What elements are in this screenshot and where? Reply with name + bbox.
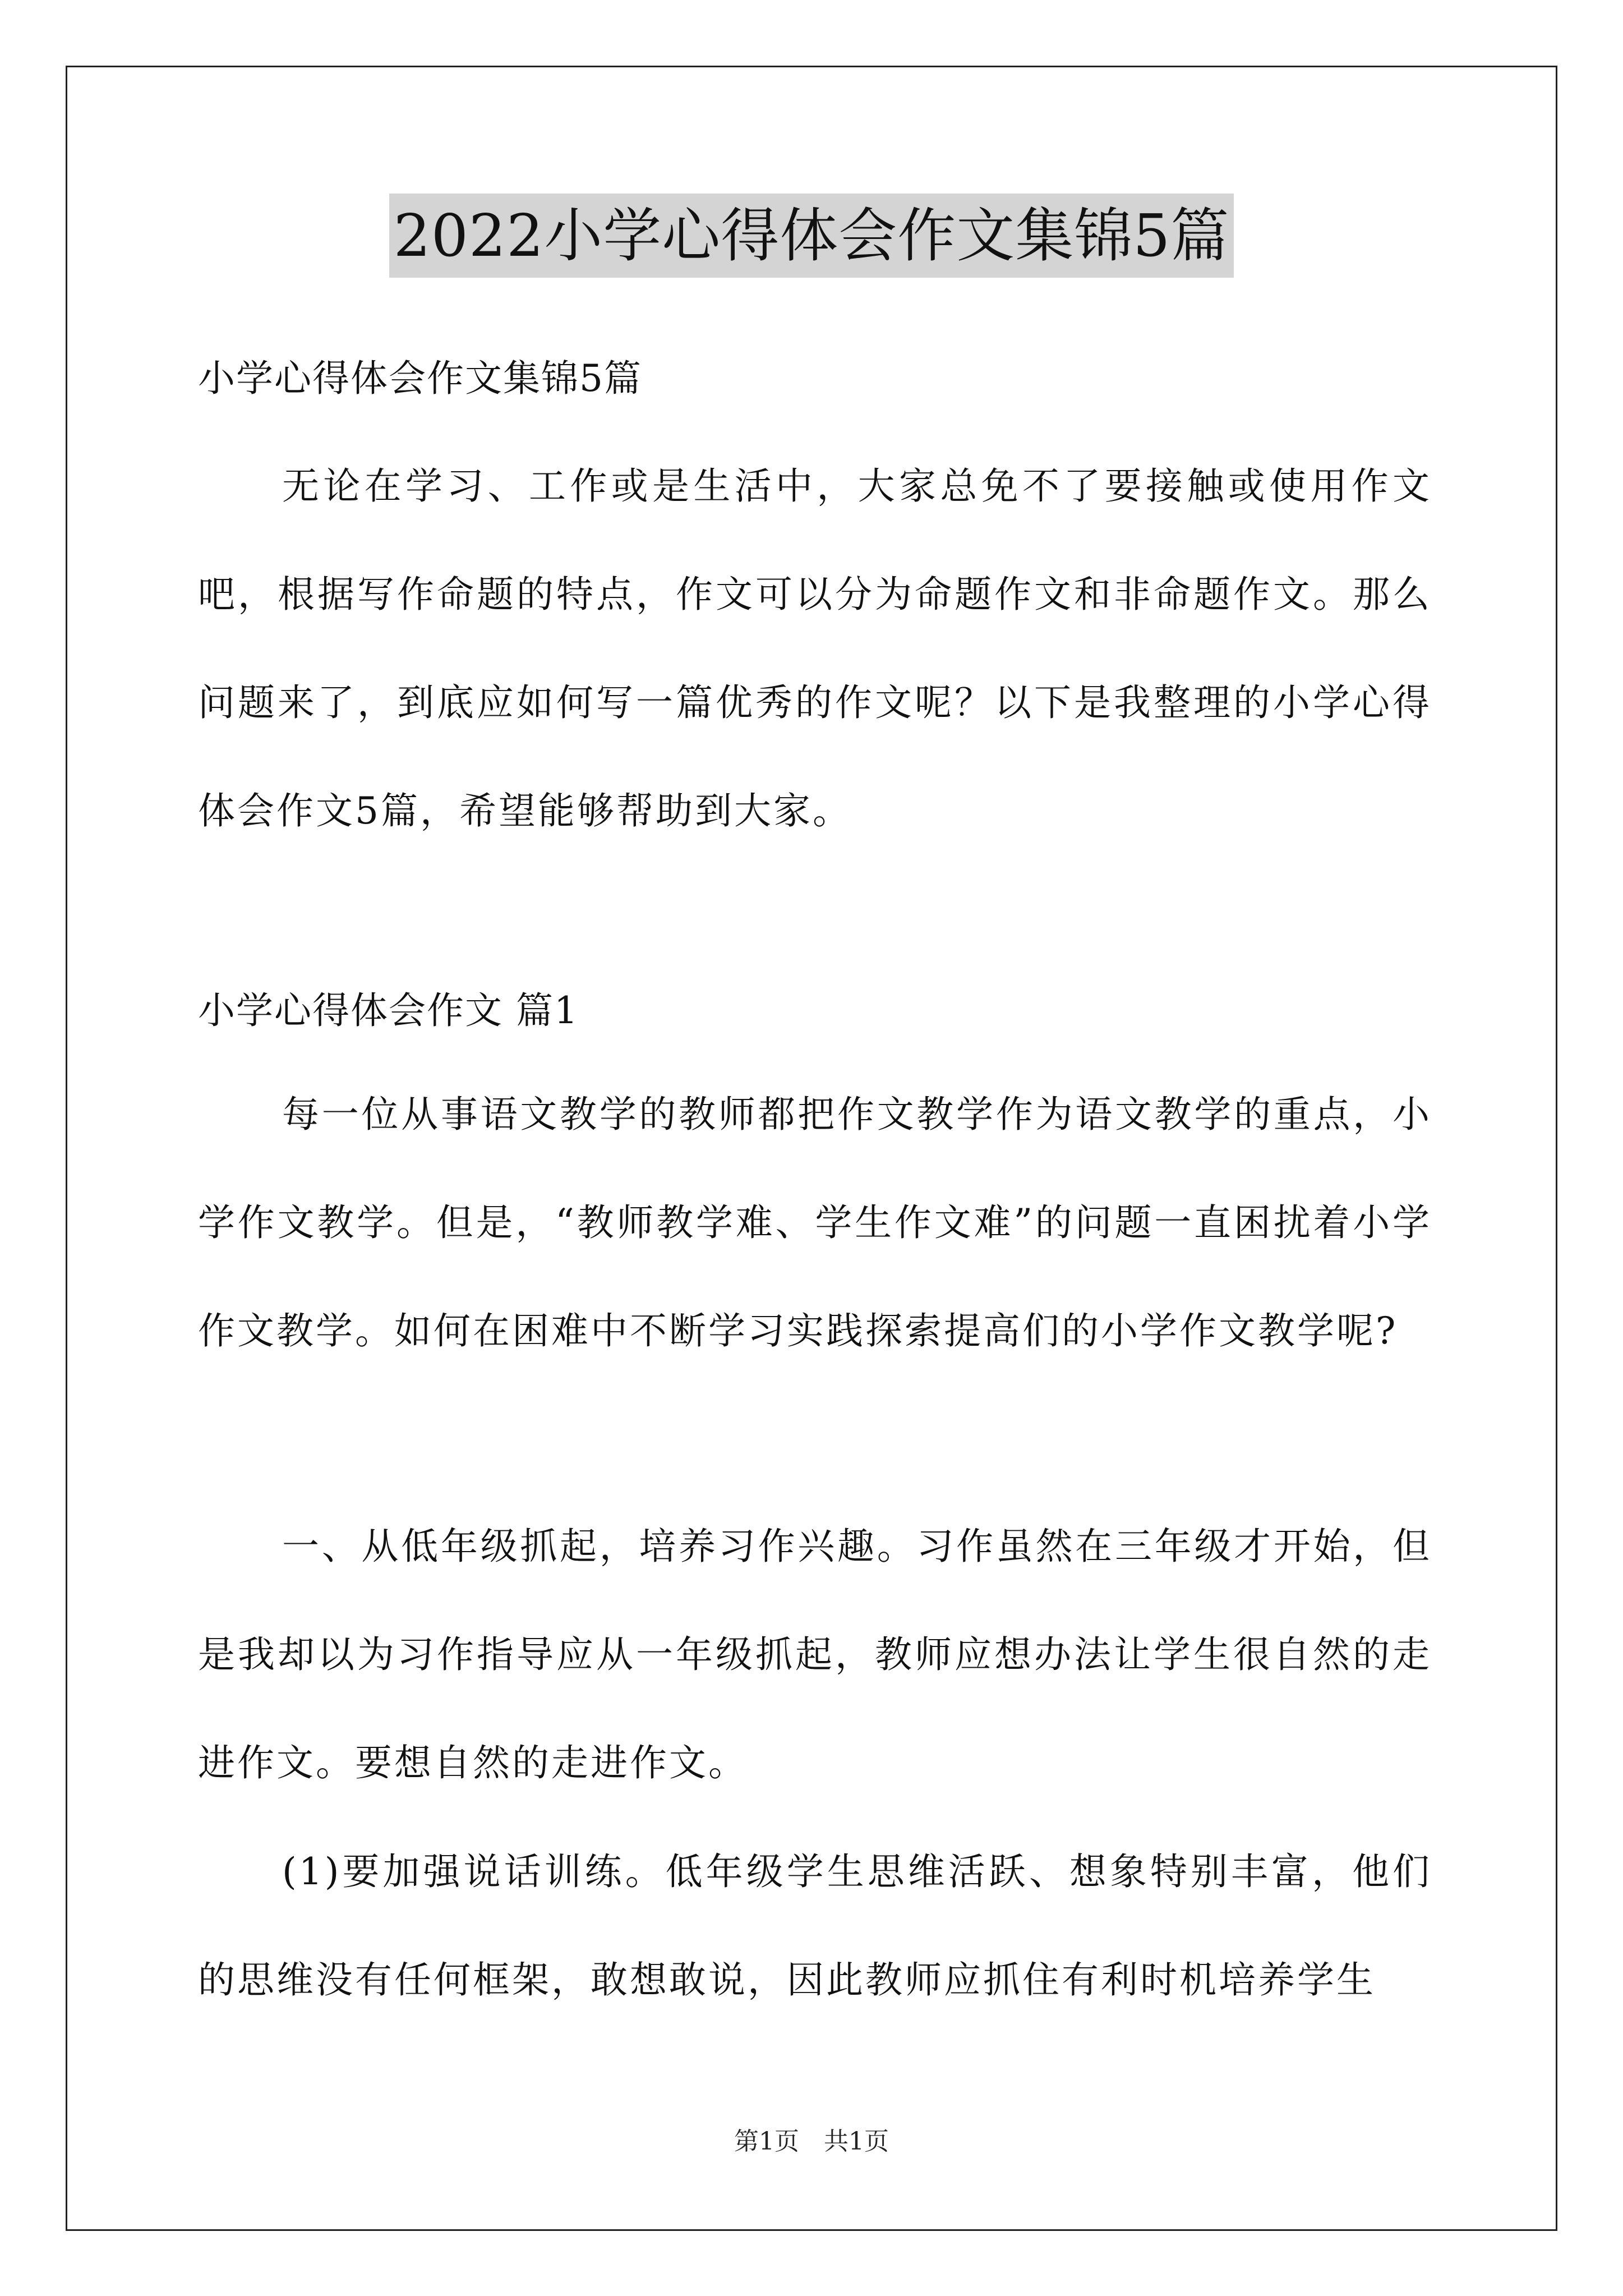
title-container [0, 194, 1623, 278]
page-footer: 第1页 共1页 [734, 2127, 889, 2156]
section-heading: 小学心得体会作文 篇1 [198, 989, 579, 1032]
body-paragraph-1: 每一位从事语文教学的教师都把作文教学作为语文教学的重点，小学作文教学。但是，“教师教学难、学生作文难”的问题一直困扰着小学作文教学。如何在困难中不断学习实践探索提高们的小学作文教学呢? [198, 1093, 1432, 1352]
body-paragraph-3: (1)要加强说话训练。低年级学生思维活跃、想象特别丰富，他们的思维没有任何框架，敢想敢说，因此教师应抓住有利时机培养学生 [198, 1850, 1432, 2001]
intro-paragraph: 无论在学习、工作或是生活中，大家总免不了要接触或使用作文吧，根据写作命题的特点，作文可以分为命题作文和非命题作文。那么问题来了，到底应如何写一篇优秀的作文呢？以下是我整理的小学心得体会作文5篇，希望能够帮助到大家。 [198, 464, 1432, 832]
body-paragraph-2: 一、从低年级抓起，培养习作兴趣。习作虽然在三年级才开始，但是我却以为习作指导应从一年级抓起，教师应想办法让学生很自然的走进作文。要想自然的走进作文。 [198, 1525, 1432, 1784]
document-title: 2022小学心得体会作文集锦5篇 [389, 194, 1234, 278]
document-subtitle: 小学心得体会作文集锦5篇 [198, 357, 642, 400]
